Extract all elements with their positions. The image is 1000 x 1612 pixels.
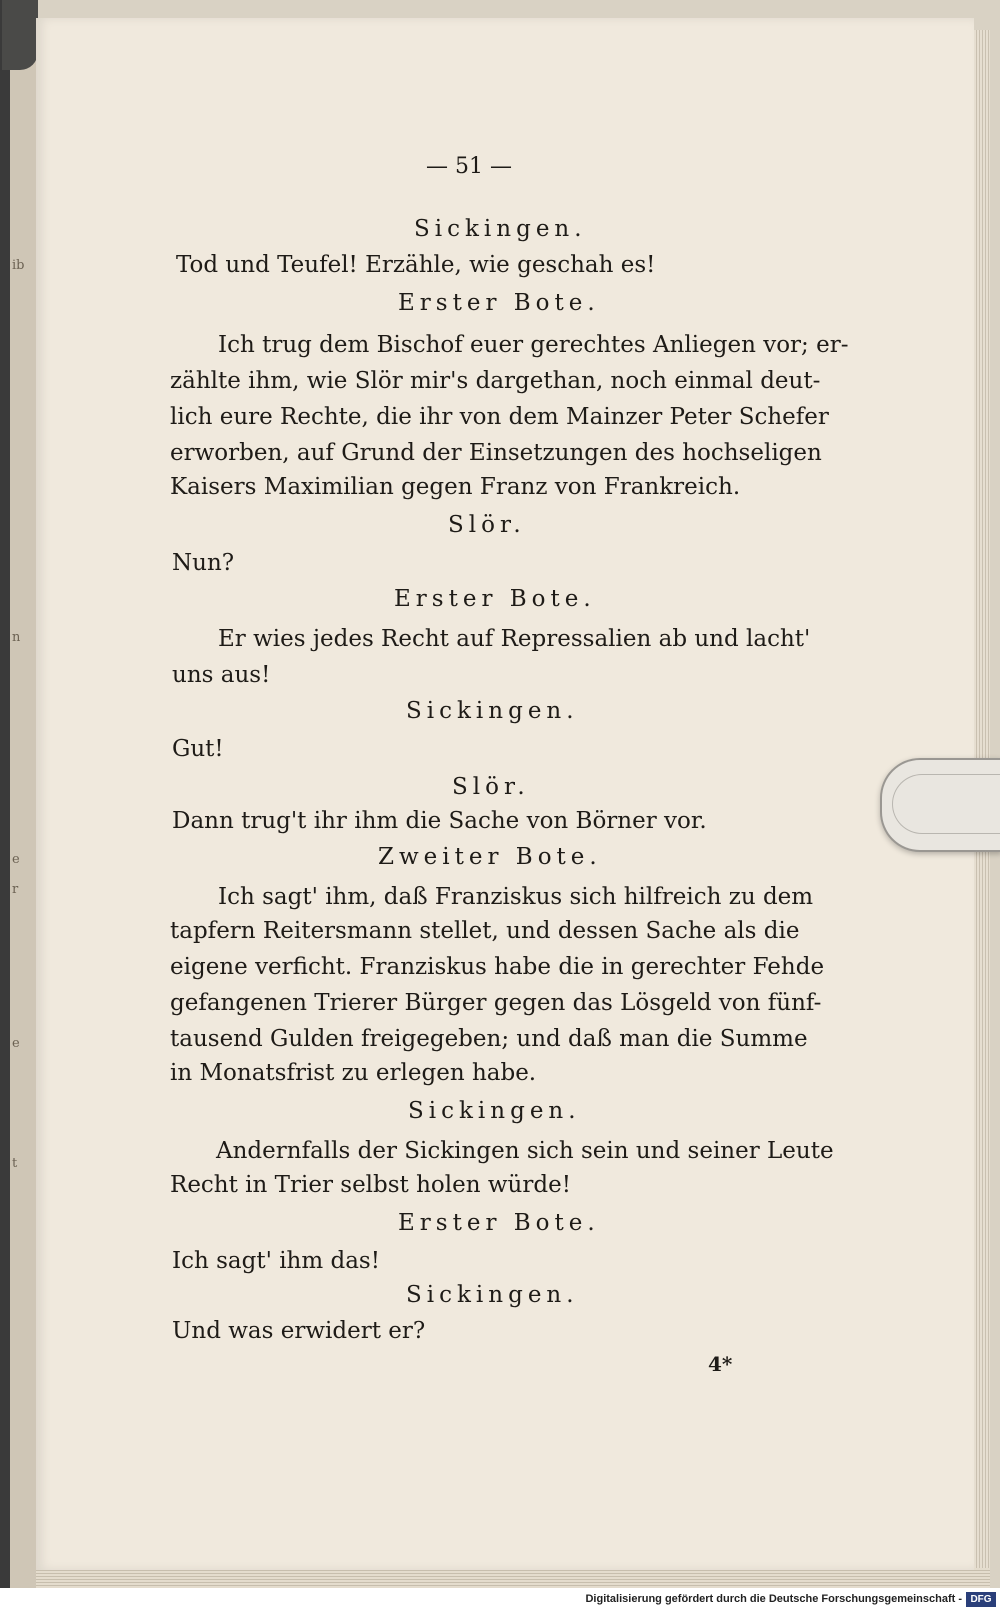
margin-fragment: n — [12, 630, 21, 645]
speaker-label: Sickingen. — [414, 216, 587, 242]
bottom-page-stack — [36, 1568, 990, 1588]
text-line: erworben, auf Grund der Einsetzungen des hochseligen — [170, 440, 822, 466]
left-page-edge — [10, 40, 39, 1588]
speaker-label: Sickingen. — [408, 1098, 581, 1124]
text-line: Ich sagt' ihm das! — [172, 1248, 380, 1274]
signature-mark: 4* — [708, 1352, 733, 1376]
text-line: tapfern Reitersmann stellet, und dessen Sache als die — [170, 918, 800, 944]
text-line: Ich trug dem Bischof euer gerechtes Anliegen vor; er- — [218, 332, 849, 358]
text-line: Recht in Trier selbst holen würde! — [170, 1172, 571, 1198]
margin-fragment: r — [12, 882, 19, 897]
text-line: uns aus! — [172, 662, 271, 688]
text-line: Andernfalls der Sickingen sich sein und seiner Leute — [216, 1138, 834, 1164]
dfg-logo: DFG — [966, 1592, 996, 1607]
text-line: Kaisers Maximilian gegen Franz von Frankreich. — [170, 474, 741, 500]
text-line: Tod und Teufel! Erzähle, wie geschah es! — [176, 252, 656, 278]
digitization-footer — [0, 1588, 1000, 1612]
text-line: lich eure Rechte, die ihr von dem Mainzer Peter Schefer — [170, 404, 829, 430]
speaker-label: Slör. — [448, 512, 526, 538]
speaker-label: Zweiter Bote. — [378, 844, 602, 870]
page-clip — [880, 758, 1000, 852]
text-line: Nun? — [172, 550, 235, 576]
speaker-label: Erster Bote. — [394, 586, 596, 612]
text-line: Und was erwidert er? — [172, 1318, 426, 1344]
text-line: gefangenen Trierer Bürger gegen das Lösgeld von fünf- — [170, 990, 822, 1016]
speaker-label: Slör. — [452, 774, 530, 800]
margin-fragment: e — [12, 852, 20, 867]
speaker-label: Sickingen. — [406, 1282, 579, 1308]
book-page — [36, 18, 974, 1570]
page-clip-inner — [892, 774, 1000, 834]
page-number: — 51 — — [426, 154, 512, 179]
text-line: in Monatsfrist zu erlegen habe. — [170, 1060, 537, 1086]
margin-fragment: t — [12, 1156, 18, 1171]
text-line: Gut! — [172, 736, 224, 762]
margin-fragment: e — [12, 1036, 20, 1051]
margin-fragment: ib — [12, 258, 25, 273]
funding-credit: Digitalisierung gefördert durch die Deutsche Forschungsgemeinschaft - — [585, 1593, 962, 1605]
text-line: Dann trug't ihr ihm die Sache von Börner vor. — [172, 808, 707, 834]
text-line: eigene verficht. Franziskus habe die in gerechter Fehde — [170, 954, 825, 980]
text-line: Ich sagt' ihm, daß Franziskus sich hilfreich zu dem — [218, 884, 814, 910]
speaker-label: Erster Bote. — [398, 290, 600, 316]
speaker-label: Sickingen. — [406, 698, 579, 724]
binding-shadow — [2, 0, 38, 70]
text-line: tausend Gulden freigegeben; und daß man die Summe — [170, 1026, 808, 1052]
speaker-label: Erster Bote. — [398, 1210, 600, 1236]
text-line: Er wies jedes Recht auf Repressalien ab und lacht' — [218, 626, 811, 652]
text-line: zählte ihm, wie Slör mir's dargethan, noch einmal deut- — [170, 368, 821, 394]
